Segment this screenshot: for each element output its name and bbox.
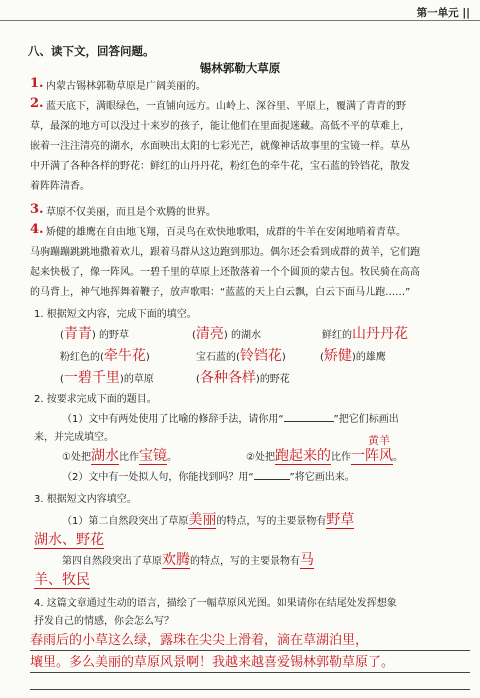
q2-fill-a <box>62 448 177 466</box>
q1-suffix: 的野草 <box>99 330 129 341</box>
q1-answer: 青青 <box>63 326 92 342</box>
passage-title: 锡林郭勒大草原 <box>199 61 281 75</box>
q2-answer: 跑起来的 <box>274 448 331 464</box>
passage-p2-line: 中开满了各种各样的野花：鲜红的山丹丹花，粉红色的牵牛花，宝石蓝的铃铛花，散发 <box>30 161 410 172</box>
q1-item <box>322 326 408 344</box>
q1-prefix: 宝石蓝的 <box>196 352 236 363</box>
q3-prompt: 3. 根据短文内容填空。 <box>34 494 137 505</box>
passage-p4-line: 起来快极了，像一阵风。一碧千里的草原上还散落着一个个圆顶的蒙古包。牧民骑在高高 <box>30 267 420 278</box>
q3-answer: 马 <box>300 552 314 568</box>
q4-prompt-cont: 抒发自己的情感，你会怎么写？ <box>34 616 174 627</box>
q3-a <box>62 512 354 530</box>
q3-answer: 欢腾 <box>162 552 190 568</box>
q3-answer: 美丽 <box>188 512 217 528</box>
margin-number-1: 1. <box>30 76 44 91</box>
q4-blank-line <box>30 688 470 690</box>
q1-answer: 清亮 <box>195 326 224 342</box>
passage-p2-line: 草，最深的地方可以没过十来岁的孩子，能让他们在里面捉迷藏。高低不平的草难上， <box>30 121 410 132</box>
q2-fill-text: 比作 <box>330 452 351 463</box>
q1-answer: 一碧千里 <box>63 370 120 386</box>
q2-fill-text: ①处把 <box>62 452 91 463</box>
q1-answer: 各种各样 <box>199 370 256 386</box>
q1-item: (清亮) 的湖水 <box>192 326 261 342</box>
q1-item: (矫健)的雄鹰 <box>320 348 386 364</box>
q4-answer-line: 春雨后的小草这么绿，露珠在尖尖上滑着，滴在草湖泊里， <box>30 632 470 651</box>
margin-number-4: 4. <box>30 222 44 237</box>
passage-p2-line: 嵌着一注注清亮的湖水，水面映出太阳的七彩光芒，就像神话故事里的宝镜一样。草丛 <box>30 141 410 152</box>
q1-answer: 矫健 <box>323 348 352 364</box>
q3-b <box>62 552 314 570</box>
q2-answer: 湖水 <box>90 448 119 464</box>
q1-prompt: 1. 根据短文内容，完成下面的填空。 <box>34 309 197 320</box>
passage-p4-line: 的马背上，神气地挥舞着鞭子，放声歌唱：“蓝蓝的天上白云飘，白云下面马儿跑……” <box>30 287 411 298</box>
q2-sub2 <box>62 470 472 485</box>
q3-answer: 野草 <box>326 512 355 528</box>
q1-answer: 铃铛花 <box>239 348 282 364</box>
q1-prefix: 鲜红的 <box>322 330 352 341</box>
q2-note <box>368 433 390 449</box>
q3-text: 的特点，写的主要景物有 <box>190 556 300 567</box>
q3-text: 的特点，写的主要景物有 <box>216 516 327 527</box>
q3-text: 第四自然段突出了草原 <box>62 556 162 567</box>
q1-item: 粉红色的(牵牛花) <box>60 348 150 364</box>
q1-prefix: 粉红色的 <box>60 352 100 363</box>
q3-answer: 羊、牧民 <box>34 572 90 588</box>
q3-answer: 湖水、野花 <box>34 532 104 548</box>
q2-fill-b <box>246 448 403 466</box>
q1-item: 宝石蓝的(铃铛花) <box>196 348 286 364</box>
q3-text: （1）第二自然段突出了草原 <box>62 516 189 527</box>
q2-fill-text: 比作 <box>118 452 139 463</box>
section-title: 八、读下文，回答问题。 <box>28 44 155 58</box>
header-rule <box>0 20 480 21</box>
q2-sub2-text: （2）文中有一处拟人句，你能找到吗？用“ <box>62 472 254 483</box>
q2-sub1-cont: 来，并完成填空。 <box>34 432 114 443</box>
q2-underline-symbol <box>254 479 290 480</box>
q1-item: (各种各样)的野花 <box>196 370 290 386</box>
q1-item: (青青) 的野草 <box>60 326 129 342</box>
q2-sub1-text: ”把它们标画出 <box>333 414 399 425</box>
q2-answer: 一阵风 <box>350 448 393 464</box>
q2-sub1 <box>62 412 472 427</box>
q2-fill-text: ②处把 <box>246 452 275 463</box>
q3-a-cont <box>34 532 104 550</box>
q3-b-cont <box>34 572 90 590</box>
passage-p4-line: 马驹蹦蹦跳跳地撒着欢儿，跟着马群从这边跑到那边。偶尔还会看到成群的黄羊，它们跑 <box>30 247 420 258</box>
passage-paragraph-1: 内蒙古锡林郭勒草原是广阔美丽的。 <box>46 81 206 92</box>
q1-suffix: 的草原 <box>123 374 154 385</box>
q2-fill-text: 。 <box>392 452 403 463</box>
q1-answer: 牵牛花 <box>103 348 146 364</box>
q2-answer: 宝镜 <box>138 448 167 464</box>
q1-suffix: 的雄鹰 <box>355 352 386 363</box>
passage-p2-line: 蓝天底下，满眼绿色，一直铺向远方。山岭上、深谷里、平原上，覆满了青青的野 <box>46 101 406 112</box>
q1-suffix: 的野花 <box>259 374 290 385</box>
q2-sub2-text: ”将它画出来。 <box>289 472 355 483</box>
q4-prompt: 4. 这篇文章通过生动的语言，描绘了一幅草原风光图。如果请你在结尾处发挥想象 <box>34 598 397 609</box>
q2-insert-note: 黄羊 <box>368 434 390 447</box>
q2-underline-symbol <box>284 421 334 422</box>
passage-p4-line: 矫健的雄鹰在自由地飞翔，百灵鸟在欢快地歌唱，成群的牛羊在安闲地啃着青草。 <box>46 227 406 238</box>
q2-sub1-text: （1）文中有两处使用了比喻的修辞手法，请你用“ <box>62 414 284 425</box>
q2-prompt: 2. 按要求完成下面的题目。 <box>34 394 157 405</box>
q1-item: (一碧千里)的草原 <box>60 370 154 386</box>
passage-paragraph-3: 草原不仅美丽，而且是个欢腾的世界。 <box>46 207 216 218</box>
margin-number-2: 2. <box>30 96 44 111</box>
margin-number-3: 3. <box>30 202 44 217</box>
q4-answer-line: 壤里。多么美丽的草原风景啊！我越来越喜爱锡林郭勒草原了。 <box>30 654 470 673</box>
q2-fill-text: 。 <box>166 452 177 463</box>
passage-p2-line: 着阵阵清香。 <box>30 181 90 192</box>
q1-answer: 山丹丹花 <box>352 326 408 342</box>
unit-header: 第一单元 || <box>416 7 470 19</box>
